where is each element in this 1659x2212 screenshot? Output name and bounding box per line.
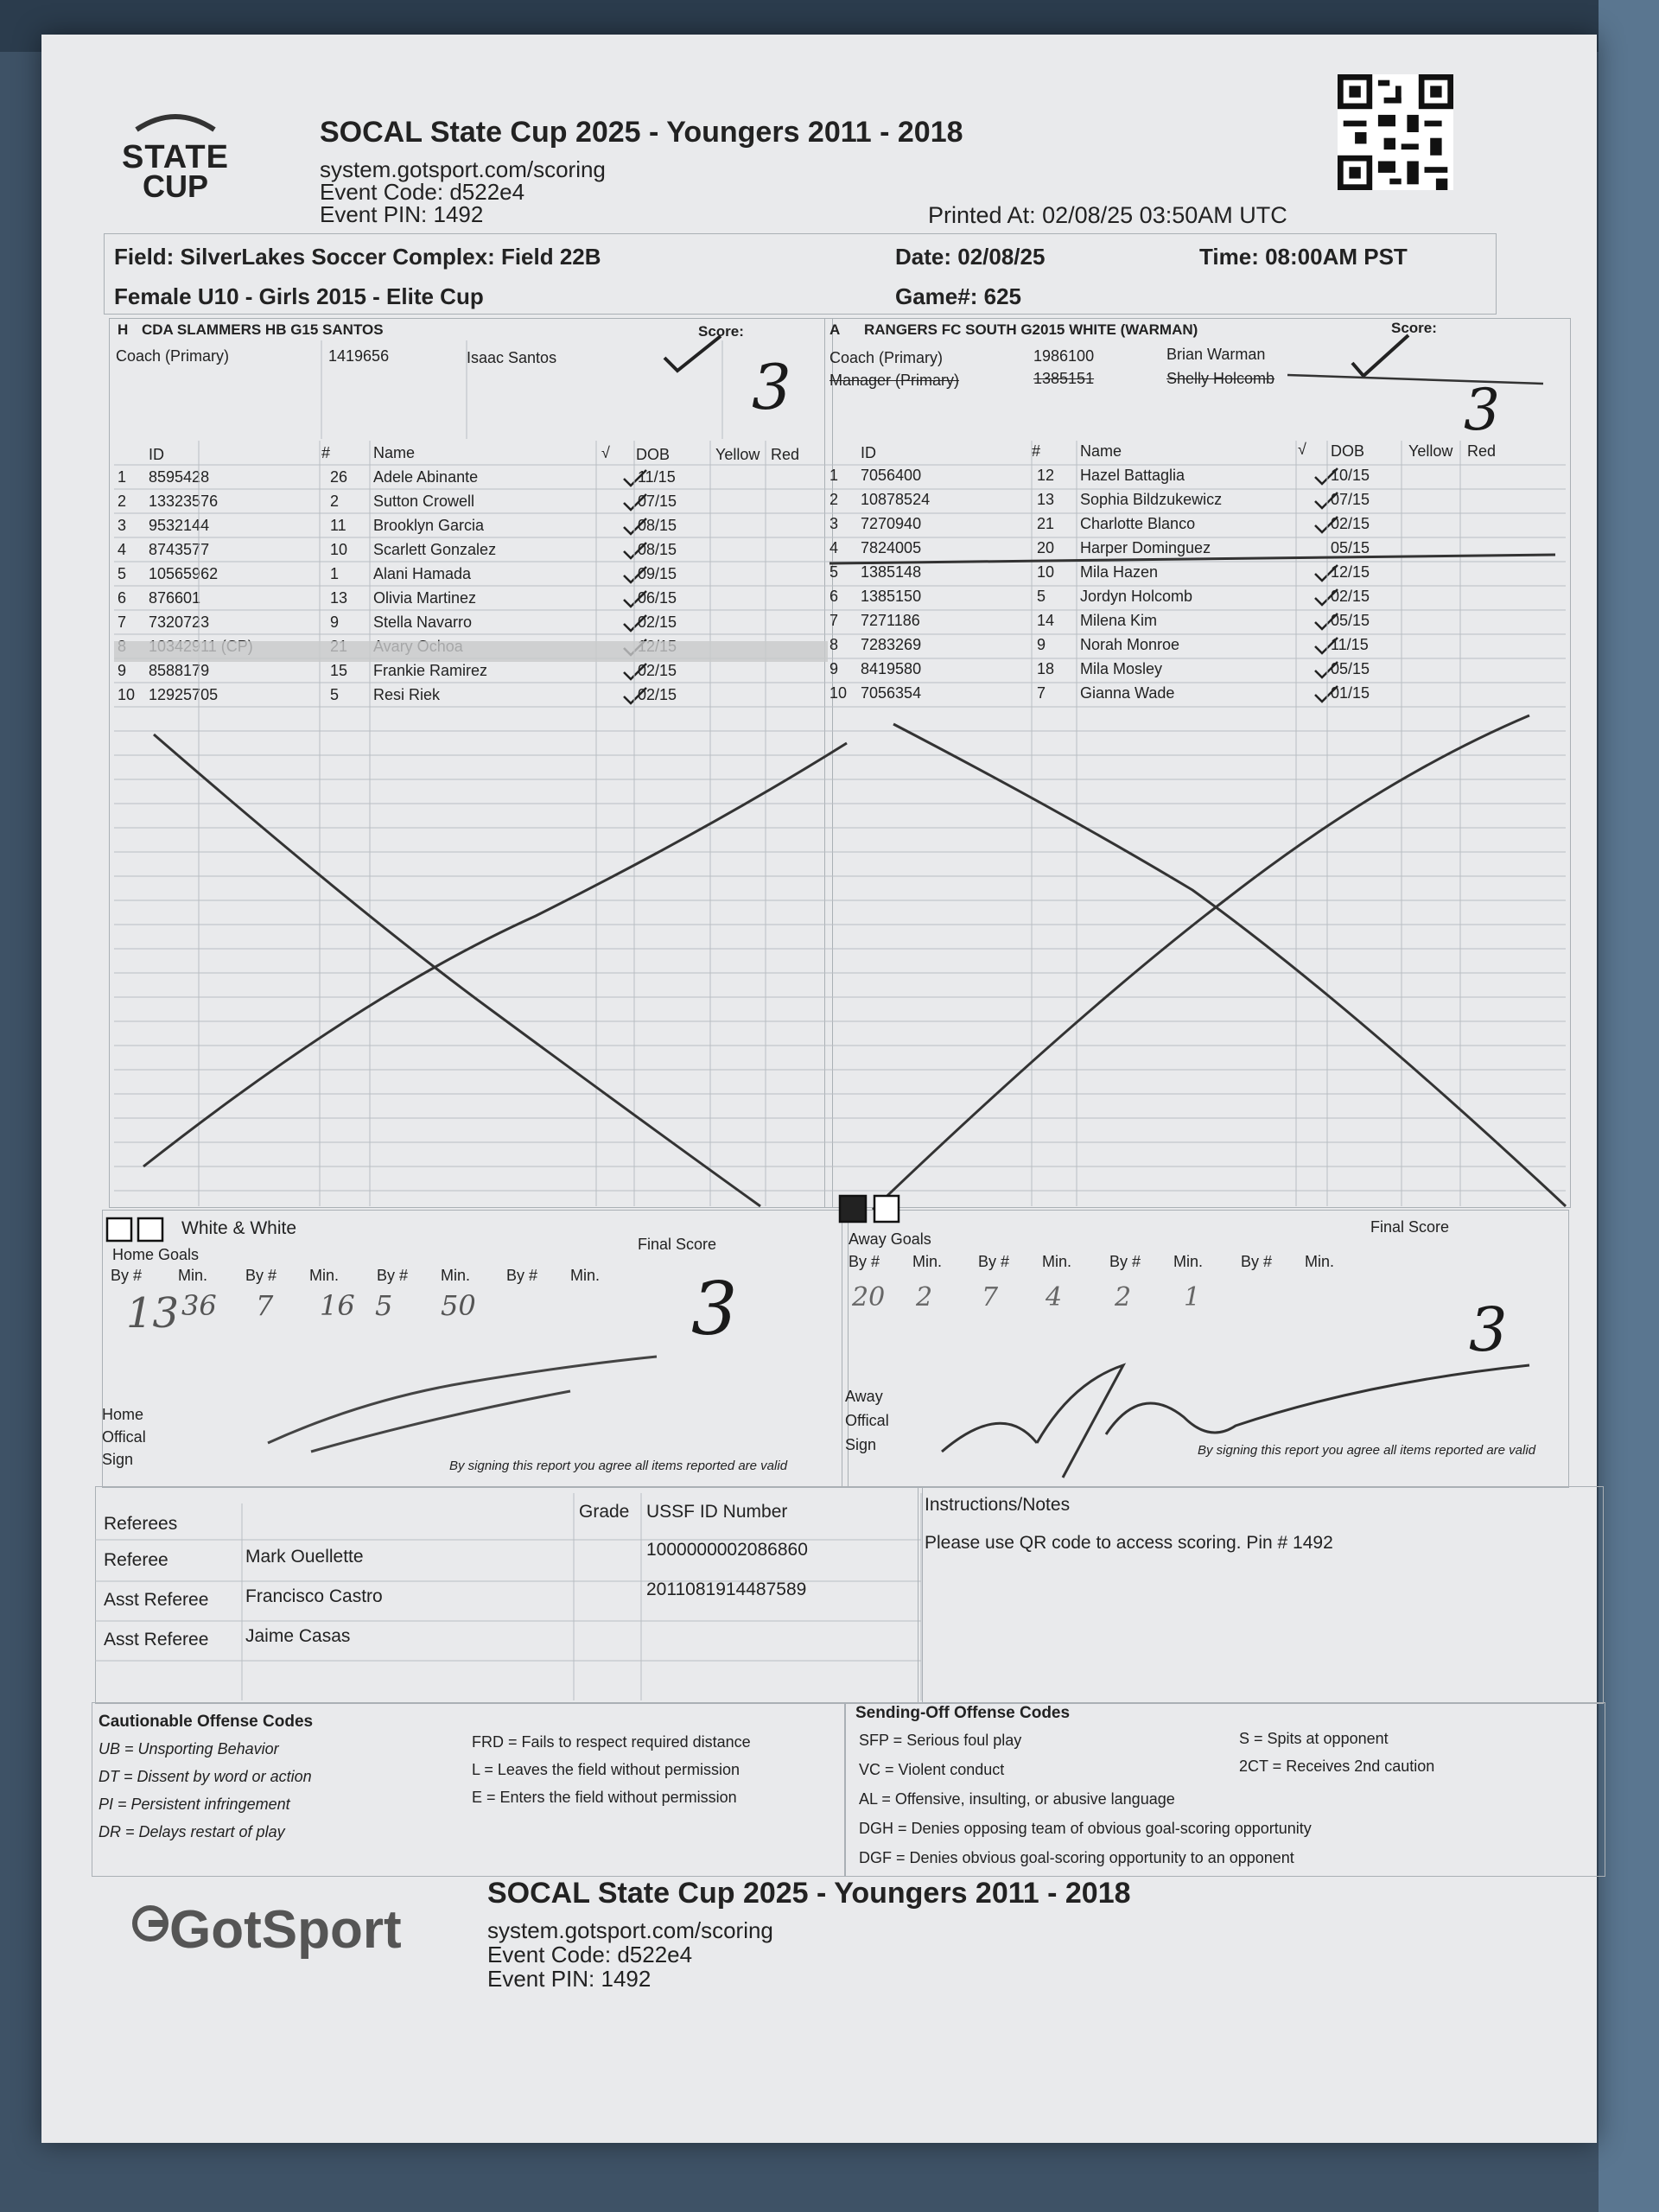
home-col-name: Name xyxy=(373,444,416,461)
sendoff-code: AL = Offensive, insulting, or abusive language xyxy=(859,1790,1175,1808)
goal-entry-handwritten: 20 xyxy=(852,1282,886,1313)
player-row-index: 5 xyxy=(830,563,839,581)
away-col-yellow: Yellow xyxy=(1408,442,1453,460)
player-row-index: 4 xyxy=(830,539,839,556)
player-id: 7824005 xyxy=(861,539,922,556)
player-dob: 10/15 xyxy=(1331,467,1370,484)
referee-name: Mark Ouellette xyxy=(245,1547,364,1567)
player-id: 1385150 xyxy=(861,588,922,605)
away-manager-id: 1385151 xyxy=(1033,370,1095,387)
goal-header: Min. xyxy=(570,1267,601,1284)
footer-url: system.gotsport.com/scoring xyxy=(487,1917,773,1943)
player-name: Stella Navarro xyxy=(373,613,473,631)
logo-text-cup: CUP xyxy=(142,168,208,204)
goal-entry-handwritten: 36 xyxy=(181,1289,217,1322)
caution-code: PI = Persistent infringement xyxy=(99,1796,290,1813)
caution-code: L = Leaves the field without permission xyxy=(472,1761,741,1778)
away-col-dob: DOB xyxy=(1331,442,1365,460)
player-name: Norah Monroe xyxy=(1080,636,1180,653)
referee-name: Francisco Castro xyxy=(245,1586,383,1606)
player-name: Brooklyn Garcia xyxy=(373,517,485,534)
goal-header: By # xyxy=(978,1253,1010,1270)
instructions-label: Instructions/Notes xyxy=(925,1495,1071,1515)
away-team-name: RANGERS FC SOUTH G2015 WHITE (WARMAN) xyxy=(864,321,1198,338)
player-row-index: 2 xyxy=(118,493,127,510)
player-dob: 12/15 xyxy=(1331,563,1370,581)
event-code: Event Code: d522e4 xyxy=(320,179,525,205)
player-number: 7 xyxy=(1037,684,1046,702)
player-dob: 09/15 xyxy=(638,565,677,582)
away-side-marker: A xyxy=(830,321,841,338)
player-id: 8588179 xyxy=(149,662,210,679)
away-col-number: # xyxy=(1032,442,1041,460)
caution-code: DT = Dissent by word or action xyxy=(99,1768,312,1785)
field-label: Field: SilverLakes Soccer Complex: Field 22B xyxy=(114,244,601,270)
away-agree-text: By signing this report you agree all items reported are valid xyxy=(1198,1443,1536,1458)
away-goals-label: Away Goals xyxy=(849,1230,931,1248)
player-row-index: 6 xyxy=(118,589,127,607)
goal-entry-handwritten: 16 xyxy=(320,1289,355,1322)
footer-event-pin: Event PIN: 1492 xyxy=(487,1966,652,1992)
home-coach-name: Isaac Santos xyxy=(467,349,557,366)
goal-entry-handwritten: 1 xyxy=(1184,1282,1201,1313)
home-col-dob: DOB xyxy=(636,446,671,463)
player-number: 5 xyxy=(330,686,340,703)
player-row-index: 3 xyxy=(830,515,839,532)
player-name: Alani Hamada xyxy=(373,565,472,582)
player-row-index: 7 xyxy=(118,613,127,631)
player-id: 12925705 xyxy=(149,686,219,703)
home-final-score-label: Final Score xyxy=(638,1236,717,1253)
player-dob: 05/15 xyxy=(1331,612,1370,629)
goal-header: By # xyxy=(245,1267,277,1284)
player-id: 10878524 xyxy=(861,491,931,508)
referee-role: Asst Referee xyxy=(104,1590,209,1610)
player-number: 11 xyxy=(330,517,346,534)
player-id: 7270940 xyxy=(861,515,922,532)
player-id: 8419580 xyxy=(861,660,922,677)
goal-header: Min. xyxy=(178,1267,208,1284)
sendoff-code: S = Spits at opponent xyxy=(1239,1730,1389,1747)
caution-code: UB = Unsporting Behavior xyxy=(99,1740,279,1758)
away-col-check: √ xyxy=(1298,441,1306,458)
home-score-handwritten: 3 xyxy=(752,351,791,423)
player-number: 14 xyxy=(1037,612,1055,629)
goal-entry-handwritten: 2 xyxy=(916,1282,933,1313)
player-dob: 08/15 xyxy=(638,541,677,558)
away-manager-label: Manager (Primary) xyxy=(830,372,960,389)
footer-title: SOCAL State Cup 2025 - Youngers 2011 - 2018 xyxy=(487,1877,1131,1910)
player-name: Sutton Crowell xyxy=(373,493,475,510)
player-row-index: 9 xyxy=(118,662,127,679)
goal-header: Min. xyxy=(1305,1253,1335,1270)
referee-ussf-id: 2011081914487589 xyxy=(646,1580,807,1599)
player-dob: 01/15 xyxy=(1331,684,1370,702)
instructions-box xyxy=(918,1486,1604,1704)
player-row-index: 4 xyxy=(118,541,127,558)
ussf-id-label: USSF ID Number xyxy=(646,1502,788,1522)
home-agree-text: By signing this report you agree all items reported are valid xyxy=(449,1459,788,1473)
player-id: 10565962 xyxy=(149,565,219,582)
player-number: 10 xyxy=(330,541,348,558)
player-dob: 08/15 xyxy=(638,517,677,534)
player-number: 13 xyxy=(330,589,348,607)
player-number: 20 xyxy=(1037,539,1055,556)
player-name: Harper Dominguez xyxy=(1080,539,1211,556)
printed-at: Printed At: 02/08/25 03:50AM UTC xyxy=(928,202,1287,228)
player-name: Hazel Battaglia xyxy=(1080,467,1185,484)
home-uniform-label: White & White xyxy=(181,1218,297,1238)
player-name: Jordyn Holcomb xyxy=(1080,588,1193,605)
home-col-number: # xyxy=(321,444,331,461)
logo-text-state: STATE xyxy=(122,139,229,175)
away-final-score-handwritten: 3 xyxy=(1469,1294,1508,1365)
referee-ussf-id: 1000000002086860 xyxy=(646,1540,808,1560)
goal-header: Min. xyxy=(309,1267,340,1284)
home-goals-label: Home Goals xyxy=(112,1246,200,1263)
home-col-yellow: Yellow xyxy=(715,446,760,463)
away-col-name: Name xyxy=(1080,442,1122,460)
away-score-handwritten: 3 xyxy=(1464,377,1500,443)
away-col-red: Red xyxy=(1467,442,1497,460)
goal-header: By # xyxy=(1109,1253,1141,1270)
caution-code: DR = Delays restart of play xyxy=(99,1823,285,1840)
player-id: 7056354 xyxy=(861,684,922,702)
page-title: SOCAL State Cup 2025 - Youngers 2011 - 2018 xyxy=(320,116,963,149)
referee-role: Asst Referee xyxy=(104,1630,209,1649)
player-id: 9532144 xyxy=(149,517,210,534)
caution-codes-title: Cautionable Offense Codes xyxy=(99,1713,314,1731)
player-dob: 02/15 xyxy=(638,686,677,703)
player-id: 876601 xyxy=(149,589,201,607)
player-number: 18 xyxy=(1037,660,1055,677)
player-number: 13 xyxy=(1037,491,1055,508)
home-col-id: ID xyxy=(149,446,164,463)
player-row-index: 3 xyxy=(118,517,127,534)
player-id: 1385148 xyxy=(861,563,922,581)
goal-header: By # xyxy=(377,1267,409,1284)
caution-code: FRD = Fails to respect required distance xyxy=(472,1733,751,1751)
sendoff-code: 2CT = Receives 2nd caution xyxy=(1239,1758,1435,1775)
away-coach-name: Brian Warman xyxy=(1166,346,1266,363)
player-id: 7056400 xyxy=(861,467,922,484)
sendoff-code: SFP = Serious foul play xyxy=(859,1732,1022,1749)
player-id: 8743577 xyxy=(149,541,210,558)
player-dob: 02/15 xyxy=(638,613,677,631)
away-coach-label: Coach (Primary) xyxy=(830,349,944,366)
player-row-index: 5 xyxy=(118,565,127,582)
player-row-index: 10 xyxy=(830,684,848,702)
referees-label: Referees xyxy=(104,1514,178,1534)
player-name: Gianna Wade xyxy=(1080,684,1175,702)
scoring-url: system.gotsport.com/scoring xyxy=(320,156,606,182)
goal-header: By # xyxy=(1241,1253,1273,1270)
sendoff-code: VC = Violent conduct xyxy=(859,1761,1005,1778)
player-dob: 11/15 xyxy=(638,468,676,486)
player-row-index: 1 xyxy=(118,468,127,486)
goal-header: By # xyxy=(849,1253,880,1270)
player-row-index: 6 xyxy=(830,588,839,605)
sendoff-codes-title: Sending-Off Offense Codes xyxy=(855,1704,1071,1722)
home-coach-id: 1419656 xyxy=(328,347,390,365)
goal-header: Min. xyxy=(912,1253,943,1270)
player-dob: 02/15 xyxy=(1331,515,1370,532)
player-id: 7283269 xyxy=(861,636,922,653)
player-number: 12 xyxy=(1037,467,1055,484)
goal-header: Min. xyxy=(1173,1253,1204,1270)
date-label: Date: 02/08/25 xyxy=(895,244,1046,270)
player-name: Resi Riek xyxy=(373,686,441,703)
home-side-marker: H xyxy=(118,321,129,338)
goal-entry-handwritten: 50 xyxy=(441,1289,476,1322)
sendoff-code: DGF = Denies obvious goal-scoring opportunity to an opponent xyxy=(859,1849,1294,1866)
away-official-sign-label: Away Offical Sign xyxy=(845,1388,889,1453)
home-col-red: Red xyxy=(771,446,800,463)
gotsport-brand: GotSport xyxy=(169,1900,402,1960)
time-label: Time: 08:00AM PST xyxy=(1199,244,1408,270)
player-name: Charlotte Blanco xyxy=(1080,515,1196,532)
home-final-score-handwritten: 3 xyxy=(691,1267,738,1351)
player-name: Scarlett Gonzalez xyxy=(373,541,497,558)
player-row-index: 9 xyxy=(830,660,839,677)
away-coach-id: 1986100 xyxy=(1033,347,1095,365)
goal-entry-handwritten: 2 xyxy=(1115,1282,1132,1313)
player-number: 5 xyxy=(1037,588,1046,605)
player-number: 15 xyxy=(330,662,348,679)
player-id: 13323576 xyxy=(149,493,219,510)
player-number: 9 xyxy=(1037,636,1046,653)
away-final-score-label: Final Score xyxy=(1370,1218,1450,1236)
player-dob: 11/15 xyxy=(1331,636,1369,653)
player-name: Olivia Martinez xyxy=(373,589,477,607)
away-col-id: ID xyxy=(861,444,876,461)
home-col-check: √ xyxy=(601,444,610,461)
player-dob: 05/15 xyxy=(1331,660,1370,677)
grade-label: Grade xyxy=(579,1502,630,1522)
home-score-label: Score: xyxy=(698,323,744,340)
goal-entry-handwritten: 4 xyxy=(1046,1282,1063,1313)
player-number: 10 xyxy=(1037,563,1055,581)
player-row-index: 1 xyxy=(830,467,839,484)
player-number: 1 xyxy=(330,565,340,582)
player-row-index: 8 xyxy=(830,636,839,653)
player-dob: 07/15 xyxy=(638,493,677,510)
away-score-label: Score: xyxy=(1391,320,1437,336)
player-name: Mila Hazen xyxy=(1080,563,1159,581)
goal-header: Min. xyxy=(441,1267,471,1284)
goal-entry-handwritten: 7 xyxy=(982,1282,999,1313)
goal-entry-handwritten: 5 xyxy=(375,1289,393,1322)
goal-header: Min. xyxy=(1042,1253,1072,1270)
referee-role: Referee xyxy=(104,1550,168,1570)
footer-event-code: Event Code: d522e4 xyxy=(487,1942,693,1967)
player-row-index: 7 xyxy=(830,612,839,629)
player-number: 9 xyxy=(330,613,340,631)
player-id: 7271186 xyxy=(861,612,920,629)
player-dob: 06/15 xyxy=(638,589,677,607)
player-row-index: 10 xyxy=(118,686,136,703)
sendoff-code: DGH = Denies opposing team of obvious goal-scoring opportunity xyxy=(859,1820,1312,1837)
player-id: 8595428 xyxy=(149,468,210,486)
caution-code: E = Enters the field without permission xyxy=(472,1789,737,1806)
player-dob: 02/15 xyxy=(638,662,677,679)
home-coach-label: Coach (Primary) xyxy=(116,347,230,365)
player-id: 7320723 xyxy=(149,613,210,631)
referee-name: Jaime Casas xyxy=(245,1626,351,1646)
player-row-index: 2 xyxy=(830,491,839,508)
player-name: Adele Abinante xyxy=(373,468,479,486)
game-number: Game#: 625 xyxy=(895,283,1021,309)
division-label: Female U10 - Girls 2015 - Elite Cup xyxy=(114,283,484,309)
home-official-sign-label: Home Offical Sign xyxy=(102,1406,146,1468)
gotsport-logo-icon xyxy=(130,1901,169,1949)
home-team-name: CDA SLAMMERS HB G15 SANTOS xyxy=(142,321,384,338)
player-name: Sophia Bildzukewicz xyxy=(1080,491,1223,508)
goal-header: By # xyxy=(111,1267,143,1284)
player-number: 2 xyxy=(330,493,340,510)
away-manager-name: Shelly Holcomb xyxy=(1166,370,1275,387)
player-dob: 02/15 xyxy=(1331,588,1370,605)
player-name: Frankie Ramirez xyxy=(373,662,488,679)
event-pin: Event PIN: 1492 xyxy=(320,201,484,227)
goal-entry-handwritten: 13 xyxy=(126,1289,180,1338)
player-name: Milena Kim xyxy=(1080,612,1158,629)
player-number: 21 xyxy=(1037,515,1055,532)
goal-entry-handwritten: 7 xyxy=(256,1289,274,1322)
goal-header: By # xyxy=(506,1267,538,1284)
instructions-text: Please use QR code to access scoring. Pin # 1492 xyxy=(925,1533,1333,1553)
player-number: 26 xyxy=(330,468,348,486)
player-dob: 07/15 xyxy=(1331,491,1370,508)
player-name: Mila Mosley xyxy=(1080,660,1163,677)
player-dob: 05/15 xyxy=(1331,539,1370,556)
